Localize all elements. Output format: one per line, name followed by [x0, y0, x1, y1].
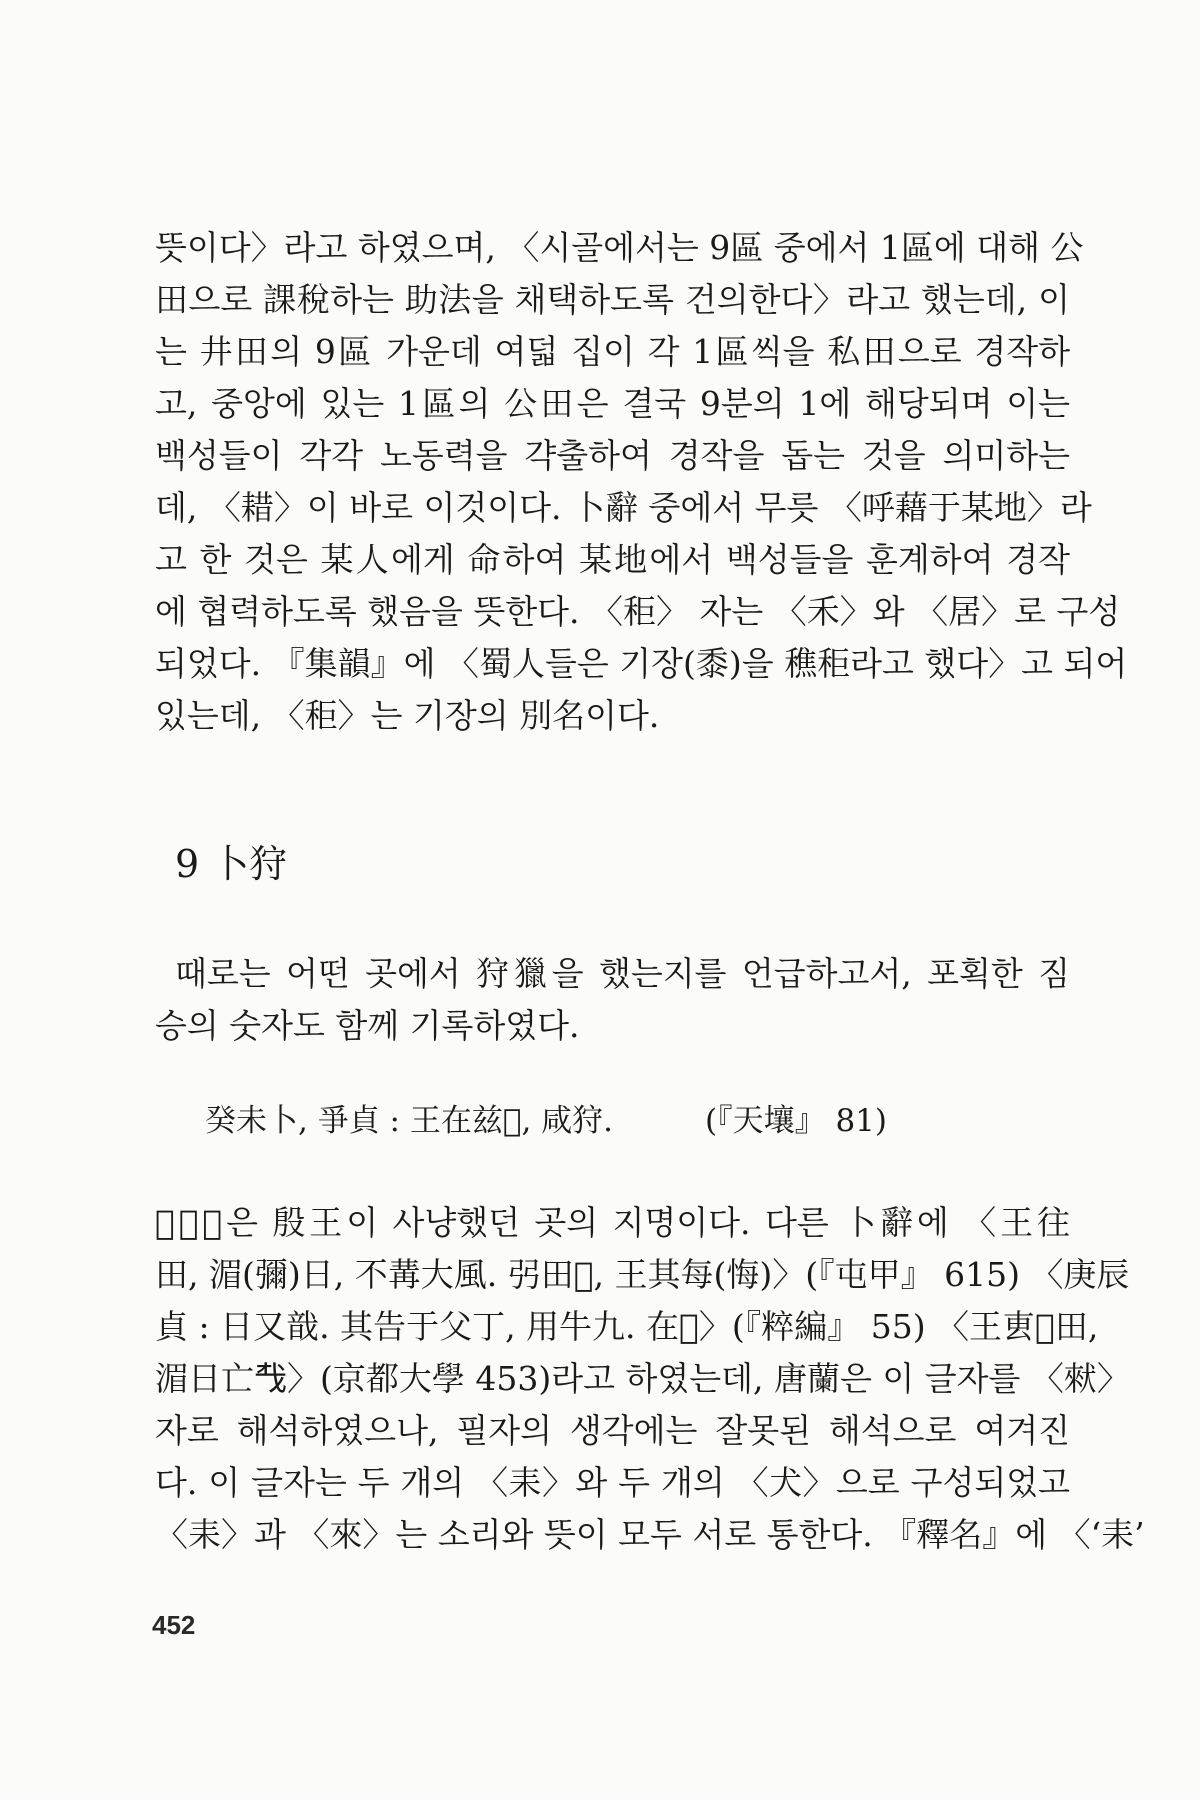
text-line: 백성들이 각각 노동력을 갹출하여 경작을 돕는 것을 의미하는 — [155, 436, 1070, 475]
paragraph-2 — [155, 948, 1070, 1052]
text-line: 뜻이다〉라고 하였으며, 〈시골에서는 9區 중에서 1區에 대해 公 — [155, 228, 1084, 267]
text-line: 田으로 課稅하는 助法을 채택하도록 건의한다〉라고 했는데, 이 — [155, 280, 1070, 319]
oracle-inscription-quote — [205, 1095, 905, 1147]
text-line: 〈耒〉과 〈來〉는 소리와 뜻이 모두 서로 통한다. 『釋名』에 〈‘耒’ — [155, 1515, 1145, 1554]
text-line: 湄日亡𢦔〉(京都大學 453)라고 하였는데, 唐蘭은 이 글자를 〈猌〉 — [155, 1359, 1130, 1398]
text-line: 때로는 어떤 곳에서 狩獵을 했는지를 언급하고서, 포획한 짐 — [175, 954, 1070, 993]
text-line: 고, 중앙에 있는 1區의 公田은 결국 9분의 1에 해당되며 이는 — [155, 384, 1070, 423]
text-line: 다. 이 글자는 두 개의 〈耒〉와 두 개의 〈犬〉으로 구성되었고 — [155, 1463, 1070, 1502]
inscription-text: 癸未卜, 爭貞 : 王在兹𪗕, 咸狩. — [205, 1103, 614, 1139]
section-heading: 9 卜狩 — [175, 842, 288, 886]
inscription-source: (『天壤』 81) — [705, 1103, 887, 1139]
text-line: 승의 숫자도 함께 기록하였다. — [155, 1006, 580, 1045]
text-line: 〈𪗕〉은 殷王이 사냥했던 곳의 지명이다. 다른 卜辭에 〈王往 — [155, 1203, 1070, 1242]
text-line: 田, 湄(彌)日, 不冓大風. 弜田𪗕, 王其每(悔)〉(『屯甲』 615) 〈庚辰 — [155, 1255, 1130, 1294]
paragraph-1 — [155, 222, 1128, 742]
text-line: 있는데, 〈秬〉는 기장의 別名이다. — [155, 696, 660, 735]
text-line: 貞 : 日又戠. 其告于父丁, 用牛九. 在𪗕〉(『粹編』 55) 〈王叀𪗕田, — [155, 1307, 1099, 1346]
text-line: 고 한 것은 某人에게 命하여 某地에서 백성들을 훈계하여 경작 — [155, 540, 1070, 579]
page-number: 452 — [152, 1610, 196, 1640]
paragraph-3 — [155, 1197, 1145, 1561]
text-line: 는 井田의 9區 가운데 여덟 집이 각 1區씩을 私田으로 경작하 — [155, 332, 1070, 371]
text-line: 자로 해석하였으나, 필자의 생각에는 잘못된 해석으로 여겨진 — [155, 1411, 1070, 1450]
text-line: 에 협력하도록 했음을 뜻한다. 〈秬〉 자는 〈禾〉와 〈居〉로 구성 — [155, 592, 1121, 631]
text-line: 데, 〈耤〉이 바로 이것이다. 卜辭 중에서 무릇 〈呼藉于某地〉라 — [155, 488, 1092, 527]
text-line: 되었다. 『集韻』에 〈蜀人들은 기장(黍)을 穛秬라고 했다〉고 되어 — [155, 644, 1128, 683]
